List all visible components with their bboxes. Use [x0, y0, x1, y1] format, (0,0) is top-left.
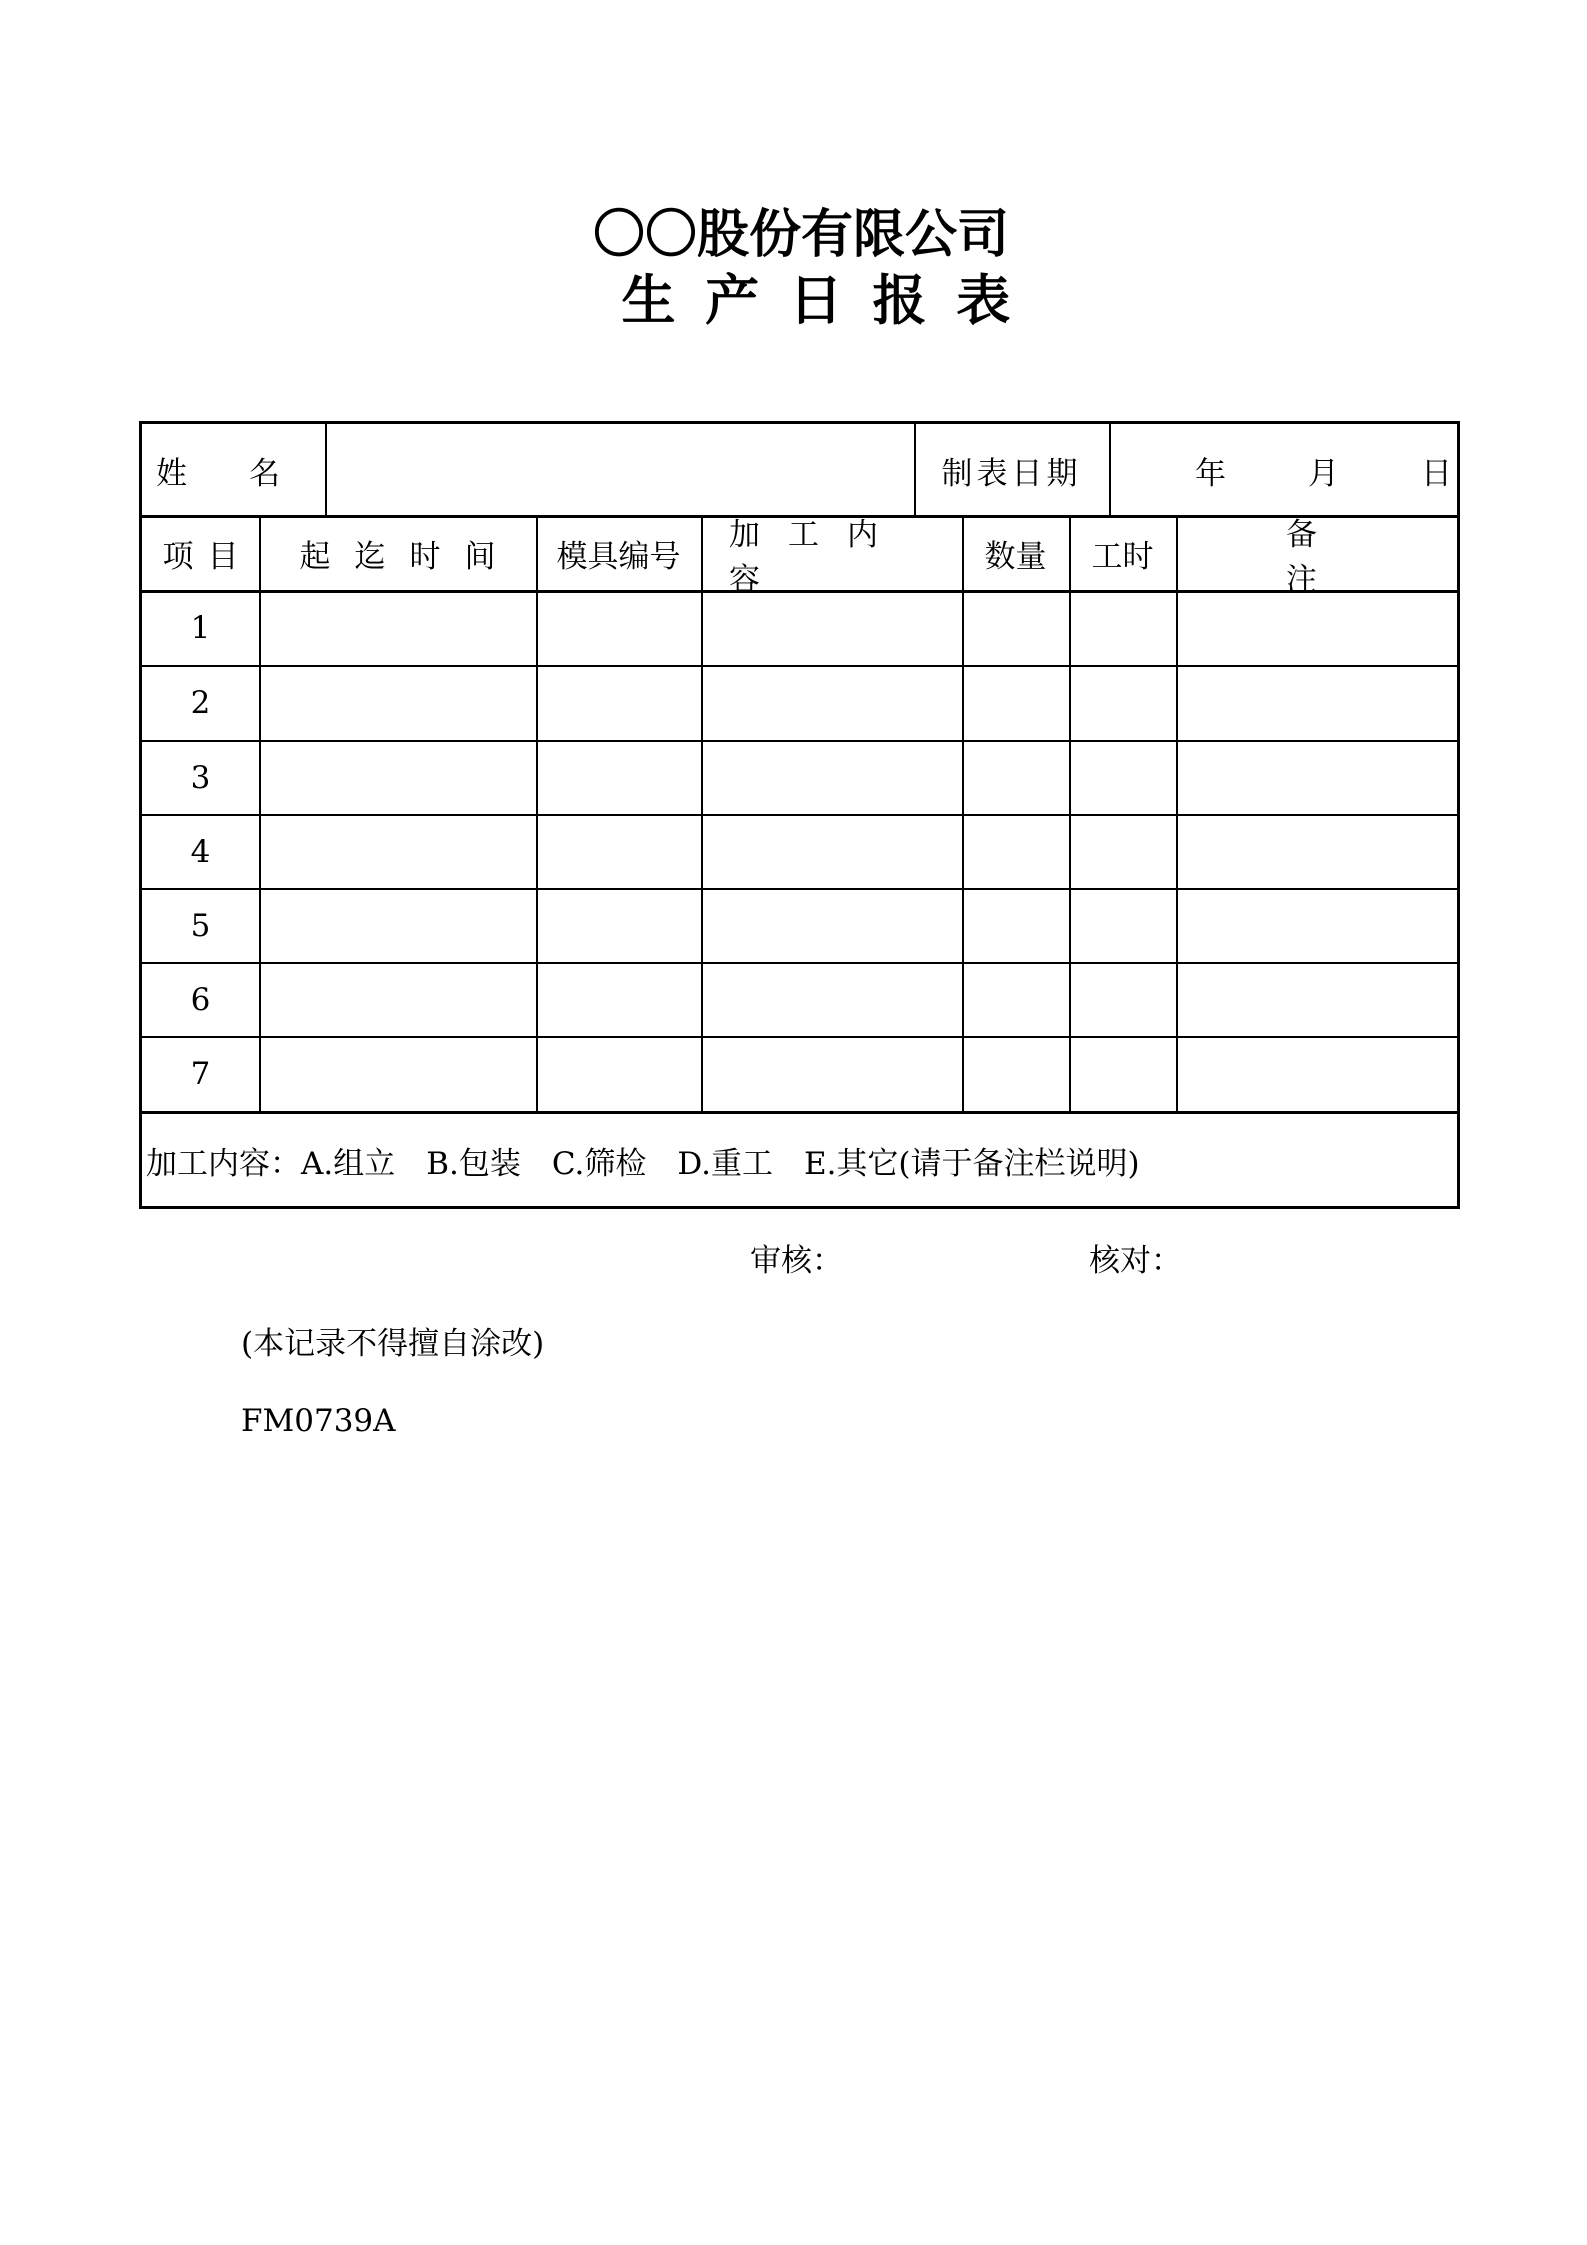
company-title: 〇〇股份有限公司: [592, 205, 1009, 265]
processing-legend: 加工内容：A.组立 B.包装 C.筛检 D.重工 E.其它(请于备注栏说明): [146, 1146, 1140, 1182]
check-label: 核对：: [1089, 1243, 1182, 1279]
row-item-number: 7: [190, 1056, 211, 1092]
no-alteration-notice: (本记录不得擅自涂改): [241, 1326, 545, 1362]
form-code: FM0739A: [241, 1403, 396, 1439]
header-quantity: 数量: [984, 539, 1047, 575]
row-item-number: 5: [190, 907, 211, 944]
row-item-number: 2: [190, 685, 211, 721]
header-remarks: 备注: [1286, 516, 1427, 598]
report-title: 生产日报表: [621, 269, 1040, 332]
header-item: 项目: [162, 539, 253, 575]
month-label: 月: [1308, 455, 1339, 492]
date-label: 制表日期: [941, 455, 1082, 492]
row-item-number: 4: [190, 833, 211, 870]
year-label: 年: [1195, 455, 1226, 492]
review-label: 审核：: [750, 1243, 843, 1279]
row-item-number: 1: [190, 610, 211, 646]
row-item-number: 3: [190, 759, 211, 796]
header-time: 起迄时间: [299, 539, 520, 575]
name-label: 姓 名: [156, 455, 280, 492]
header-hours: 工时: [1091, 539, 1154, 575]
name-field[interactable]: [325, 424, 914, 516]
daily-report-table: [139, 421, 1460, 1209]
date-field[interactable]: [1109, 424, 1460, 516]
header-processing: 加工内容: [729, 516, 906, 598]
header-mold-number: 模具编号: [556, 539, 681, 575]
day-label: 日: [1421, 455, 1452, 492]
row-item-number: 6: [190, 981, 211, 1018]
